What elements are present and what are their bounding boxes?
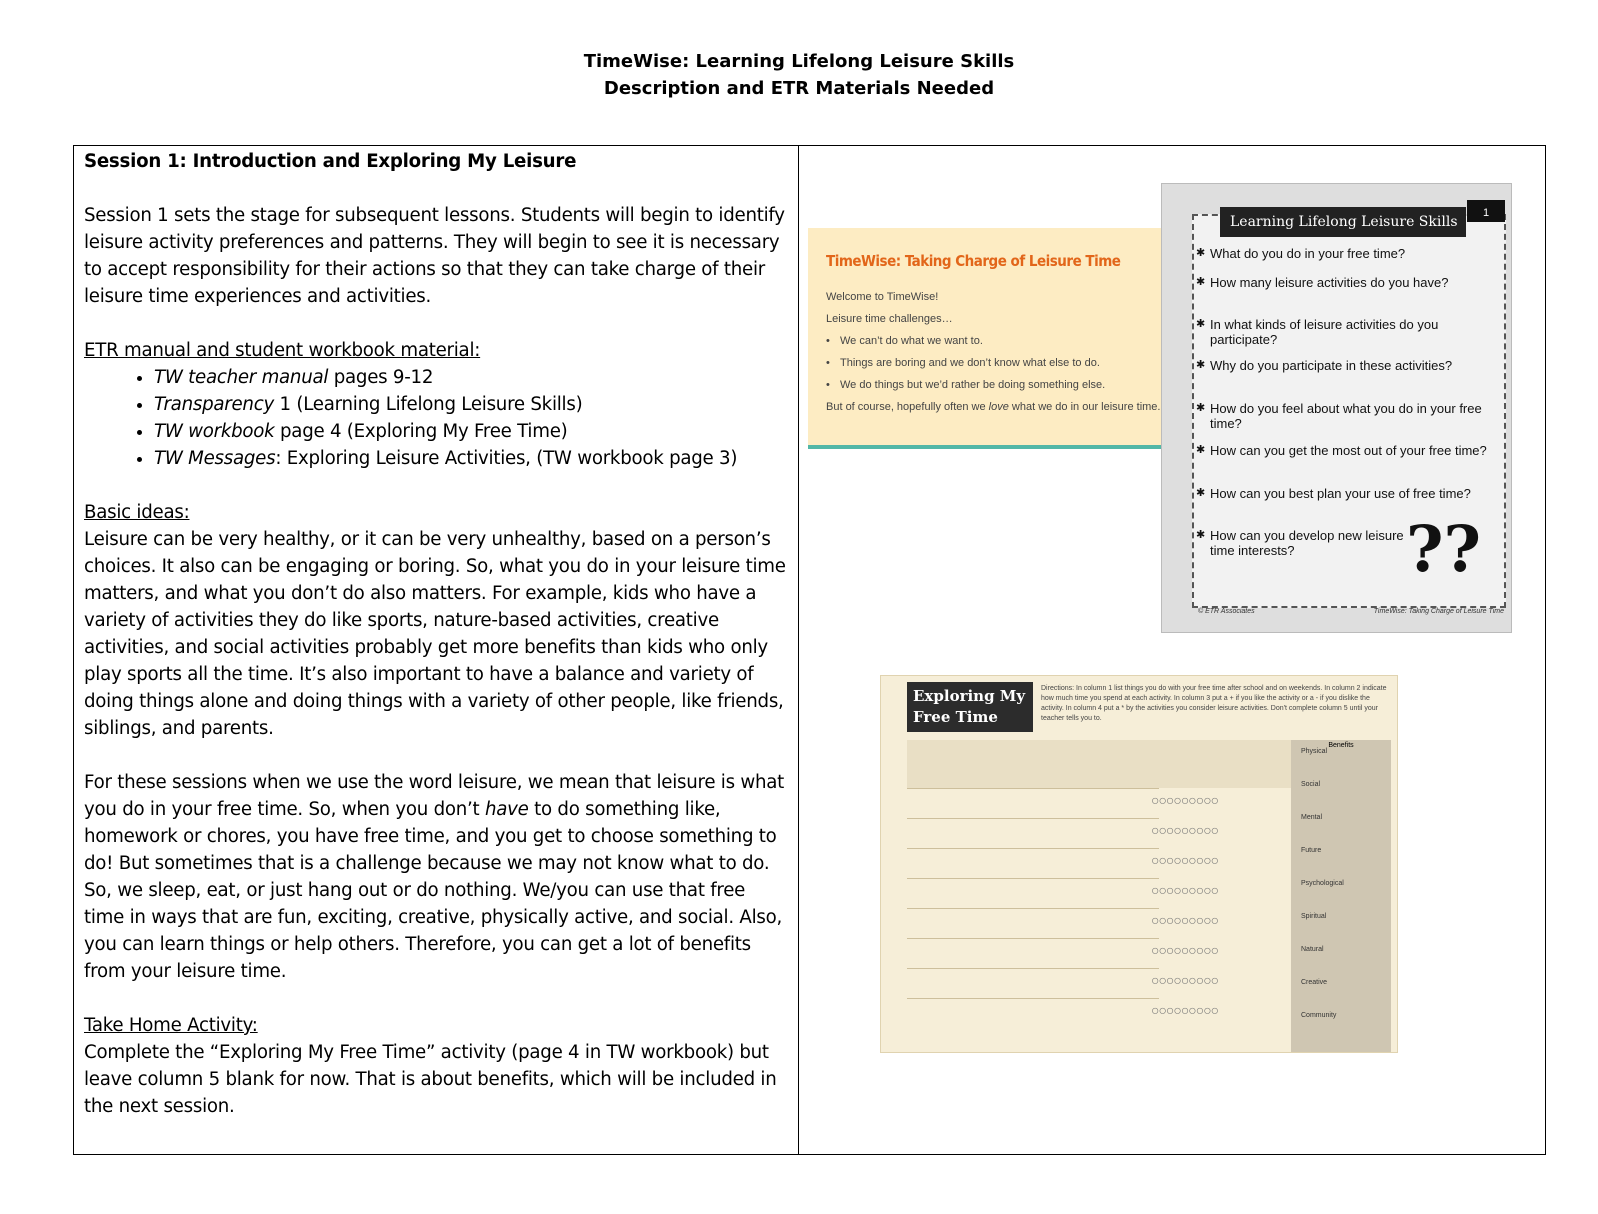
title-line-1: TimeWise: Learning Lifelong Leisure Skills	[583, 51, 1015, 72]
benefit-label: Community	[1301, 1012, 1337, 1019]
workbook-row	[907, 818, 1159, 849]
workbook-row	[907, 908, 1159, 939]
column-divider	[798, 146, 799, 1154]
workbook-row	[907, 788, 1159, 819]
circle-row: ○○○○○○○○○	[1151, 1002, 1219, 1018]
benefits-label: Benefits	[1328, 742, 1354, 749]
circle-row: ○○○○○○○○○	[1151, 822, 1219, 838]
circle-row: ○○○○○○○○○	[1151, 852, 1219, 868]
materials-item: • Transparency 1 (Learning Lifelong Leisure Skills)	[154, 391, 789, 418]
session-title: Session 1: Introduction and Exploring My Leisure	[84, 151, 577, 172]
transparency-number: 1	[1467, 200, 1505, 222]
slide-bullet: • We can’t do what we want to.	[826, 330, 1196, 352]
transparency-image	[1161, 183, 1512, 633]
benefit-label: Natural	[1301, 946, 1324, 953]
benefit-label: Spiritual	[1301, 913, 1327, 920]
workbook-directions: Directions: In column 1 list things you do with your free time after school and on weekends. In column 2 indicate how much time you spend at each activity. In column 3 put a + if you like the activity or a - if you dislike the activity. In column 4 put a * by the activities you consider leisure activities. Don't complete column 5 until your teacher tells you to.	[1041, 685, 1387, 722]
slide-title: TimeWise: Taking Charge of Leisure Time	[826, 252, 1121, 270]
question-marks-icon: ??	[1406, 512, 1481, 587]
benefit-label: Social	[1301, 781, 1321, 788]
circle-row: ○○○○○○○○○	[1151, 972, 1219, 988]
materials-item: • TW Messages: Exploring Leisure Activities, (TW workbook page 3)	[154, 445, 789, 472]
workbook-title: Exploring My Free Time	[907, 682, 1033, 732]
workbook-page-image	[880, 675, 1398, 1053]
timewise-slide-image	[808, 228, 1204, 449]
transparency-question: ✱ How do you feel about what you do in your free time?	[1210, 401, 1500, 431]
transparency-question: ✱ How many leisure activities do you have?	[1210, 275, 1500, 290]
benefit-label: Psychological	[1301, 880, 1344, 887]
circle-row: ○○○○○○○○○	[1151, 792, 1219, 808]
benefit-label: Future	[1301, 847, 1322, 854]
transparency-question: ✱ In what kinds of leisure activities do you participate?	[1210, 317, 1500, 347]
materials-item: • TW workbook page 4 (Exploring My Free Time)	[154, 418, 789, 445]
slide-bullet: • We do things but we’d rather be doing something else.	[826, 374, 1196, 396]
benefit-label: Mental	[1301, 814, 1323, 821]
materials-list	[84, 364, 789, 472]
materials-heading: ETR manual and student workbook material:	[84, 340, 481, 361]
take-home-heading: Take Home Activity:	[84, 1015, 258, 1036]
circle-row: ○○○○○○○○○	[1151, 942, 1219, 958]
transparency-footer: © ETR Associates TimeWise: Taking Charge of Leisure Time	[1198, 608, 1504, 615]
document-title	[0, 48, 1598, 102]
slide-body	[826, 286, 1196, 418]
benefit-label: Creative	[1301, 979, 1328, 986]
basic-ideas-text: Leisure can be very healthy, or it can be very unhealthy, based on a person’s choices. It also can be engaging or boring. So, what you do in your leisure time matters, and what you don’t do also matters. For example, kids who have a variety of activities they do like sports, nature-based activities, creative activities, and social activities probably get more benefits than kids who only play sports all the time. It’s also important to have a balance and variety of doing things alone and doing things with a variety of other people, like friends, siblings, and parents.	[84, 529, 786, 739]
session-description-cell	[84, 148, 789, 1120]
transparency-question: ✱ How can you best plan your use of free time?	[1210, 486, 1500, 501]
transparency-question: ✱ What do you do in your free time?	[1210, 246, 1500, 261]
basic-ideas-heading: Basic ideas:	[84, 502, 190, 523]
take-home-text: Complete the “Exploring My Free Time” activity (page 4 in TW workbook) but leave column 5 blank for now. That is about benefits, which will be included in the next session.	[84, 1042, 777, 1117]
workbook-row	[907, 938, 1159, 969]
workbook-row	[907, 878, 1159, 909]
slide-line: Leisure time challenges…	[826, 313, 953, 325]
workbook-row	[907, 968, 1159, 999]
slide-line: Welcome to TimeWise!	[826, 291, 939, 303]
workbook-row	[907, 998, 1159, 1029]
transparency-question: ✱ How can you get the most out of your free time?	[1210, 443, 1500, 458]
transparency-question: ✱ Why do you participate in these activities?	[1210, 358, 1500, 373]
transparency-question: ✱ How can you develop new leisure time interests?	[1210, 528, 1410, 558]
transparency-banner: Learning Lifelong Leisure Skills	[1220, 207, 1466, 237]
slide-bullet: • Things are boring and we don’t know what else to do.	[826, 352, 1196, 374]
leisure-definition-text: For these sessions when we use the word leisure, we mean that leisure is what you do in your free time. So, when you don’t have to do something like, homework or chores, you have free time, and you get to choose something to do! But sometimes that is a challenge because we may not know what to do. So, we sleep, eat, or just hang out or do nothing. We/you can use that free time in ways that are fun, exciting, creative, physically active, and social. Also, you can learn things or help others. Therefore, you can get a lot of benefits from your leisure time.	[84, 772, 785, 982]
workbook-row	[907, 848, 1159, 879]
slide-closing: But of course, hopefully often we love what we do in our leisure time.	[826, 401, 1161, 413]
benefit-label: Physical	[1301, 748, 1328, 755]
session-intro: Session 1 sets the stage for subsequent lessons. Students will begin to identify leisure activity preferences and patterns. They will begin to see it is necessary to accept responsibility for their actions so that they can take charge of their leisure time experiences and activities.	[84, 205, 785, 307]
title-line-2: Description and ETR Materials Needed	[603, 78, 995, 99]
materials-item: • TW teacher manual pages 9-12	[154, 364, 789, 391]
circle-row: ○○○○○○○○○	[1151, 912, 1219, 928]
circle-row: ○○○○○○○○○	[1151, 882, 1219, 898]
